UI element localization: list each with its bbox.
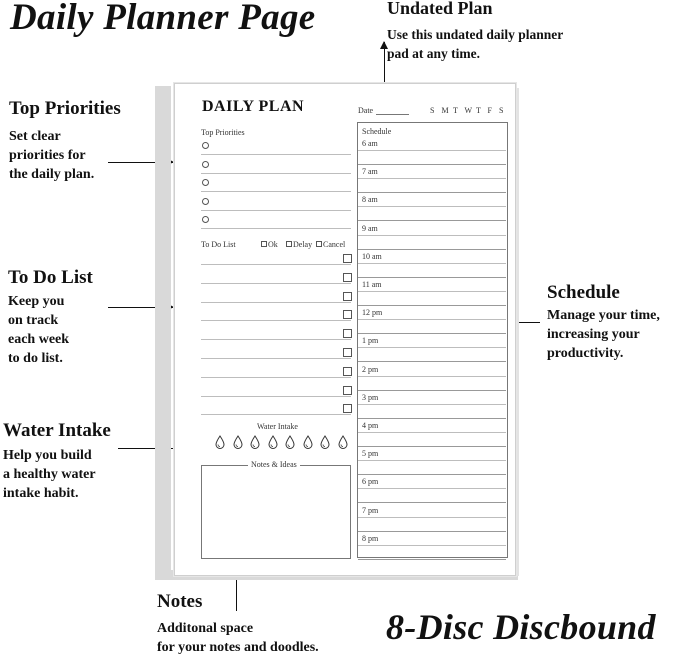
todo-line [201,264,351,265]
water-callout-title: Water Intake [3,420,111,441]
schedule-box [357,122,508,558]
todo-line [201,414,351,415]
schedule-half-line [358,206,506,207]
water-intake-label: Water Intake [257,422,298,431]
water-callout-text: Help you build a healthy water intake habit. [3,448,96,501]
todo-checkbox [343,273,352,282]
schedule-hour-line [358,446,506,447]
priority-line [201,173,351,174]
schedule-label: Schedule [362,127,392,136]
undated-callout-title: Undated Plan [387,0,493,18]
schedule-hour: 3 pm [362,392,379,402]
schedule-callout-text: Manage your time, increasing your productivity. [547,308,660,361]
todo-line [201,339,351,340]
todo-checkbox [343,254,352,263]
schedule-hour-line [358,220,506,221]
schedule-hour-line [358,474,506,475]
todo-checkbox [343,404,352,413]
schedule-half-line [358,460,506,461]
todo-checkbox [343,386,352,395]
schedule-half-line [358,517,506,518]
schedule-hour-line [358,559,506,560]
priority-line [201,228,351,229]
priority-bullet [202,198,209,205]
todo-line [201,396,351,397]
schedule-half-line [358,488,506,489]
todo-label: To Do List [201,240,236,249]
page-stack-edge [155,86,171,580]
todo-line [201,283,351,284]
todo-checkbox [343,329,352,338]
schedule-hour: 12 pm [362,308,383,318]
priority-bullet [202,179,209,186]
weekday-letter: S [499,106,504,115]
todo-checkbox [343,348,352,357]
headline: Daily Planner Page [10,0,316,38]
schedule-hour: 7 am [362,167,378,177]
legend-box [286,241,292,247]
notes-callout-title: Notes [157,591,203,612]
schedule-hour-line [358,390,506,391]
undated-callout-text: Use this undated daily planner pad at any time. [387,27,564,61]
footer-title: 8-Disc Discbound [386,607,656,647]
todo-line [201,358,351,359]
water-drop-icon [303,435,313,449]
date-line [376,114,409,115]
schedule-hour: 6 am [362,139,378,148]
water-drop-icon [268,435,278,449]
weekday-letter: W [464,106,473,115]
todo-callout-title: To Do List [8,267,93,288]
schedule-half-line [358,545,506,546]
todo-checkbox [343,367,352,376]
todo-checkbox [343,310,352,319]
legend-label: Delay [293,240,313,249]
legend-label: Cancel [323,240,346,249]
todo-callout-text: Keep you on track each week to do list. [8,294,70,366]
water-drop-icon [215,435,225,449]
priority-bullet [202,161,209,168]
priority-line [201,191,351,192]
notes-label: Notes & Ideas [248,460,300,469]
schedule-hour: 5 pm [362,449,379,459]
schedule-hour: 6 pm [362,477,379,487]
schedule-hour: 8 am [362,195,378,205]
weekday-letter: M [441,106,449,115]
schedule-hour: 4 pm [362,421,379,430]
schedule-half-line [358,319,506,320]
planner-page [174,83,516,576]
legend-box [316,241,322,247]
weekday-letter: F [487,106,492,115]
schedule-half-line [358,178,506,179]
schedule-half-line [358,263,506,264]
schedule-hour: 10 am [362,251,382,261]
water-drop-icon [320,435,330,449]
legend-label: Ok [268,240,278,249]
schedule-hour: 9 am [362,223,378,233]
todo-line [201,377,351,378]
todo-line [201,302,351,303]
schedule-hour: 7 pm [362,505,379,515]
schedule-hour-line [358,305,506,306]
priority-bullet [202,216,209,223]
schedule-hour-line [358,361,506,362]
schedule-hour-line [358,249,506,250]
top-priorities-label: Top Priorities [201,128,245,137]
schedule-half-line [358,432,506,433]
schedule-half-line [358,235,506,236]
water-arrow [118,448,182,449]
schedule-hour-line [358,418,506,419]
schedule-callout-title: Schedule [547,282,620,303]
schedule-hour: 8 pm [362,533,379,543]
schedule-half-line [358,376,506,377]
schedule-hour-line [358,192,506,193]
legend-box [261,241,267,247]
water-drop-icon [250,435,260,449]
schedule-hour-line [358,502,506,503]
weekday-letter: S [430,106,435,115]
todo-line [201,320,351,321]
schedule-hour-line [358,531,506,532]
todo-checkbox [343,292,352,301]
schedule-half-line [358,150,506,151]
date-label: Date [358,106,374,115]
weekday-letter: T [453,106,458,115]
planner-title: DAILY PLAN [202,98,305,115]
priority-bullet [202,142,209,149]
schedule-hour: 1 pm [362,336,379,346]
notes-box [201,465,351,559]
schedule-hour: 2 pm [362,364,379,374]
schedule-half-line [358,291,506,292]
priorities-callout-title: Top Priorities [9,98,121,119]
schedule-hour: 11 am [362,280,382,289]
water-drop-icon [285,435,295,449]
weekday-letter: T [476,106,481,115]
schedule-half-line [358,347,506,348]
schedule-half-line [358,404,506,405]
priority-line [201,210,351,211]
water-drop-icon [338,435,348,449]
priority-line [201,154,351,155]
notes-callout-text: Additonal space for your notes and doodles. [157,621,319,655]
water-drop-icon [233,435,243,449]
schedule-hour-line [358,333,506,334]
schedule-hour-line [358,164,506,165]
schedule-hour-line [358,277,506,278]
priorities-callout-text: Set clear priorities for the daily plan. [9,129,95,182]
